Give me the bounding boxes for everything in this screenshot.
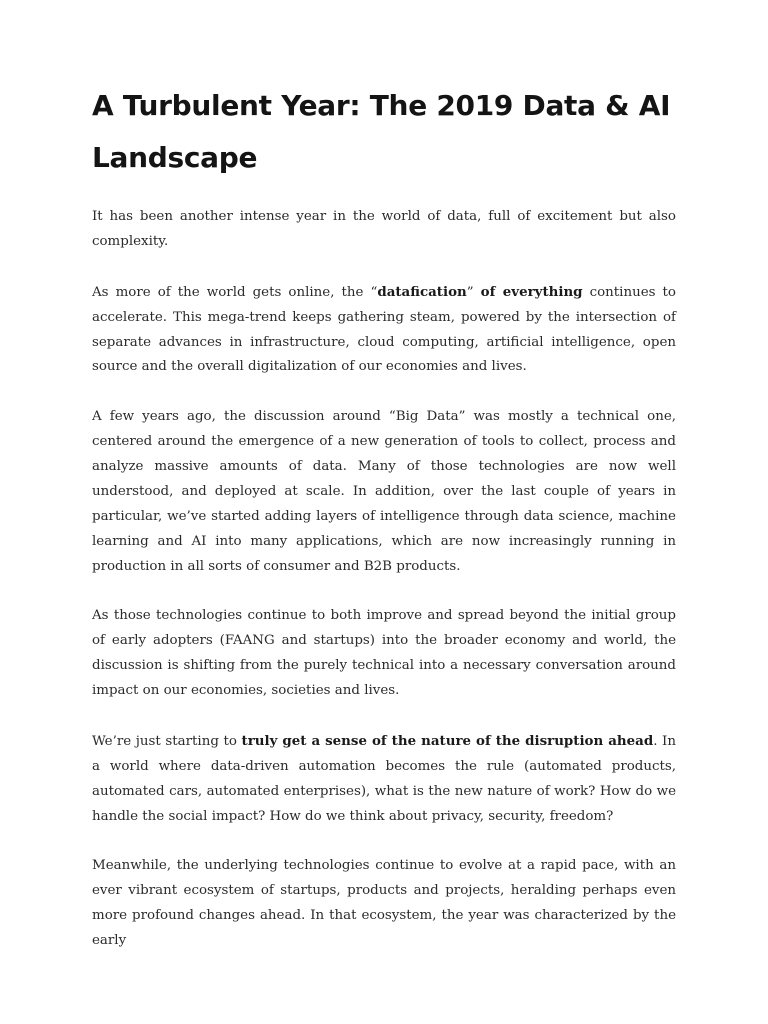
text-run: continues to accelerate. This mega-trend keeps gathering steam, powered by the intersection of separate advances in infrastructure, cloud computing, artificial intelligence, open source and the overall digitalization of our economies and lives. <box>92 284 676 375</box>
text-run: As those technologies continue to both improve and spread beyond the initial group of early adopters (FAANG and startups) into the broader economy and world, the discussion is shifting from the purely technical into a necessary conversation around impact on our economies, societies and lives. <box>92 608 676 699</box>
text-run: ” <box>466 284 481 300</box>
bold-run: of everything <box>480 283 583 300</box>
paragraph <box>92 854 676 954</box>
bold-run: datafication <box>377 283 467 300</box>
paragraph <box>92 604 676 704</box>
paragraph <box>92 280 676 381</box>
paragraph <box>92 729 676 830</box>
paragraph <box>92 405 676 579</box>
paragraph <box>92 205 676 255</box>
text-run: It has been another intense year in the world of data, full of excitement but also complexity. <box>92 209 676 249</box>
text-run: Meanwhile, the underlying technologies continue to evolve at a rapid pace, with an ever vibrant ecosystem of startups, products and projects, heralding perhaps even more profound changes ahead. In that ecosystem, the year was characterized by the early <box>92 858 676 949</box>
document-body <box>92 205 676 979</box>
text-run: A few years ago, the discussion around “Big Data” was mostly a technical one, centered around the emergence of a new generation of tools to collect, process and analyze massive amounts of data. Many of those technologies are now well understood, and deployed at scale. In addition, over the last couple of years in particular, we’ve started adding layers of intelligence through data science, machine learning and AI into many applications, which are now increasingly running in production in all sorts of consumer and B2B products. <box>92 409 676 574</box>
text-run: . In a world where data-driven automation becomes the rule (automated products, automated cars, automated enterprises), what is the new nature of work? How do we handle the social impact? How do we think about privacy, security, freedom? <box>92 733 676 824</box>
bold-run: truly get a sense of the nature of the disruption ahead <box>241 732 654 749</box>
document-title: A Turbulent Year: The 2019 Data & AI Landscape <box>92 89 671 174</box>
text-run: We’re just starting to <box>92 733 242 749</box>
text-run: As more of the world gets online, the “ <box>92 284 378 300</box>
